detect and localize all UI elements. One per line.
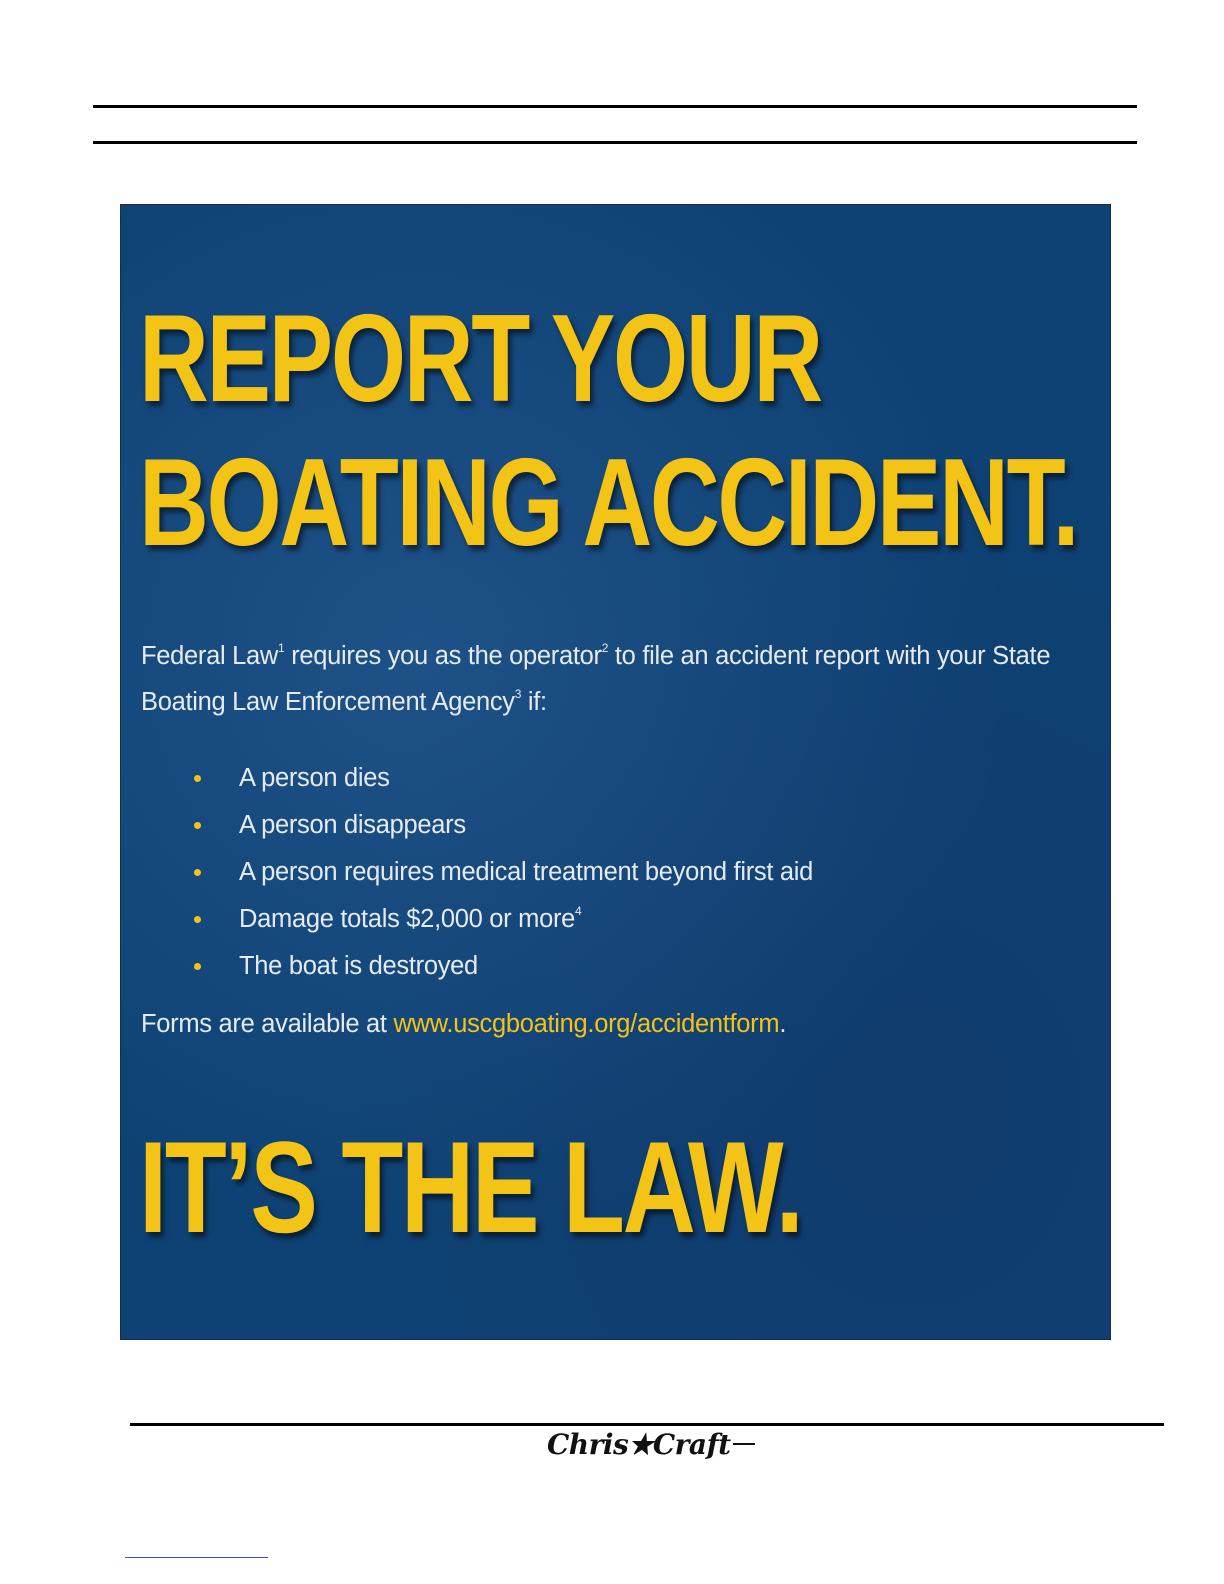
- forms-text: .: [779, 1010, 787, 1038]
- footnote-separator: [125, 1557, 268, 1558]
- intro-text: if:: [521, 688, 547, 716]
- poster-headline-line1: REPORT YOUR: [139, 290, 821, 428]
- accident-form-link[interactable]: www.uscgboating.org/accidentform: [393, 1010, 780, 1038]
- list-item: [181, 802, 813, 849]
- logo-text: Chris★Craft: [547, 1428, 731, 1461]
- poster-headline-line2: BOATING ACCIDENT.: [139, 434, 1078, 572]
- bullet-icon: [194, 869, 201, 876]
- poster-closing-headline: IT’S THE LAW.: [139, 1114, 802, 1260]
- header-rule-top: [93, 105, 1137, 108]
- footnote-ref: 4: [575, 904, 582, 918]
- logo-swash: [733, 1443, 755, 1445]
- list-item-text: A person disappears: [239, 811, 466, 839]
- list-item-text: A person dies: [239, 764, 390, 792]
- list-item: [181, 849, 813, 896]
- list-item-text: The boat is destroyed: [239, 952, 478, 980]
- intro-text: requires you as the operator: [284, 642, 602, 670]
- footnote-ref: 1: [278, 641, 285, 655]
- accident-report-poster: [120, 204, 1111, 1340]
- list-item: [181, 943, 813, 990]
- intro-paragraph: [141, 633, 1106, 725]
- footer-rule: [130, 1423, 1164, 1426]
- intro-text: Federal Law: [141, 642, 279, 670]
- header-rule-bottom: [93, 141, 1137, 144]
- reporting-criteria-list: [181, 755, 813, 990]
- intro-text: to file an accident report with your State Boating Law Enforcement Agency: [141, 642, 1051, 716]
- footnote-ref: 3: [514, 687, 522, 701]
- list-item-text: A person requires medical treatment beyond first aid: [239, 858, 814, 886]
- bullet-icon: [194, 822, 201, 829]
- forms-availability-line: [141, 1001, 1106, 1047]
- list-item: [181, 755, 813, 802]
- bullet-icon: [194, 775, 201, 782]
- list-item: [181, 896, 813, 943]
- chris-craft-logo: [547, 1428, 755, 1461]
- forms-text: Forms are available at: [141, 1010, 394, 1038]
- bullet-icon: [194, 963, 201, 970]
- list-item-text: Damage totals $2,000 or more: [239, 905, 576, 933]
- bullet-icon: [194, 916, 201, 923]
- footnote-ref: 2: [601, 641, 609, 655]
